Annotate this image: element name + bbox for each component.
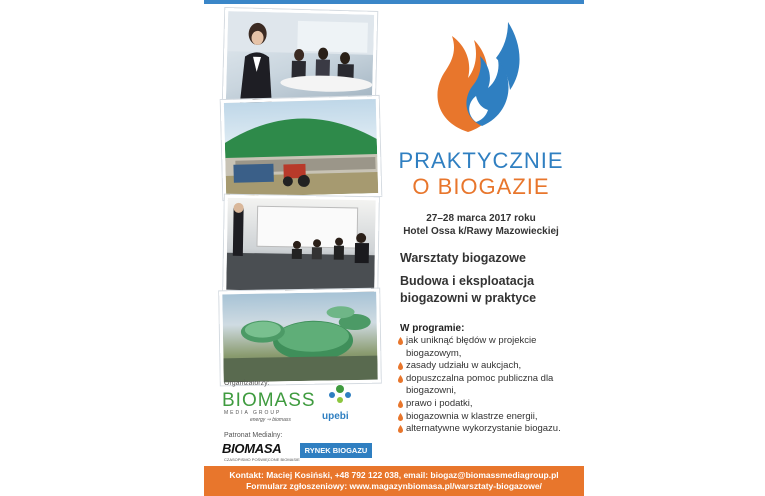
top-bar (204, 0, 584, 4)
registration-form-link[interactable]: Formularz zgłoszeniowy: www.magazynbiomasa.pl/warsztaty-biogazowe/ (246, 481, 542, 491)
magazyn-biomasa-subtitle: CZASOPISMO POŚWIĘCONE BIOMASIE (224, 457, 300, 462)
event-details (378, 212, 584, 238)
event-dates: 27–28 marca 2017 roku (426, 213, 536, 224)
rynek-biogazu-logo: RYNEK BIOGAZU (300, 443, 372, 458)
biomass-logo-tagline: energy ⇒ biomass (250, 417, 291, 423)
drop-bullet-icon (398, 413, 403, 421)
photo-biogas-plant-tractor (221, 96, 382, 200)
event-title (378, 148, 584, 200)
program-item-text: jak uniknąć błędów w projekcie biogazowym, (406, 335, 537, 359)
drop-bullet-icon (398, 337, 403, 345)
drop-bullet-icon (398, 362, 403, 370)
title-line-1: PRAKTYCZNIE (398, 148, 564, 173)
biomass-logo: BIOMASS (222, 390, 316, 411)
program-item (398, 360, 588, 373)
drop-bullet-icon (398, 425, 403, 433)
title-line-2: O BIOGAZIE (412, 174, 550, 199)
section-topic: Budowa i eksploatacja biogazowni w praktyce (400, 274, 537, 305)
flame-logo-icon (426, 14, 526, 144)
program-item-text: prawo i podatki, (406, 397, 473, 409)
photo-business-meeting (223, 8, 378, 110)
program-item-text: alternatywne wykorzystanie biogazu. (406, 423, 561, 435)
program-item (398, 411, 588, 424)
program-heading: W programie: (400, 323, 465, 334)
upebi-logo-text: upebi (322, 411, 349, 422)
drop-bullet-icon (398, 400, 403, 408)
program-item (398, 335, 588, 360)
patronage-label: Patronat Medialny: (224, 432, 283, 439)
event-poster (204, 0, 584, 496)
magazyn-biomasa-logo: BIOMASA (222, 441, 282, 456)
section-workshops: Warsztaty biogazowe (400, 251, 526, 265)
program-item (398, 373, 588, 398)
event-venue: Hotel Ossa k/Rawy Mazowieckiej (403, 226, 559, 237)
program-item (398, 398, 588, 411)
program-list (398, 335, 588, 436)
program-item-text: dopuszczalna pomoc publiczna dla biogazowni, (406, 372, 554, 397)
program-item-text: zasady udziału w aukcjach, (406, 360, 522, 372)
organizers-label: Organizatorzy: (224, 380, 270, 387)
contact-footer (204, 466, 584, 496)
contact-line: Kontakt: Maciej Kosiński, +48 792 122 038, email: biogaz@biomassmediagroup.pl (229, 470, 559, 480)
drop-bullet-icon (398, 375, 403, 383)
program-item (398, 423, 588, 436)
biomass-logo-subtitle: MEDIA GROUP (224, 410, 282, 416)
program-item-text: biogazownia w klastrze energii, (406, 410, 538, 422)
photo-presentation-room (223, 195, 379, 296)
photo-aerial-biogas-tanks (219, 289, 381, 386)
